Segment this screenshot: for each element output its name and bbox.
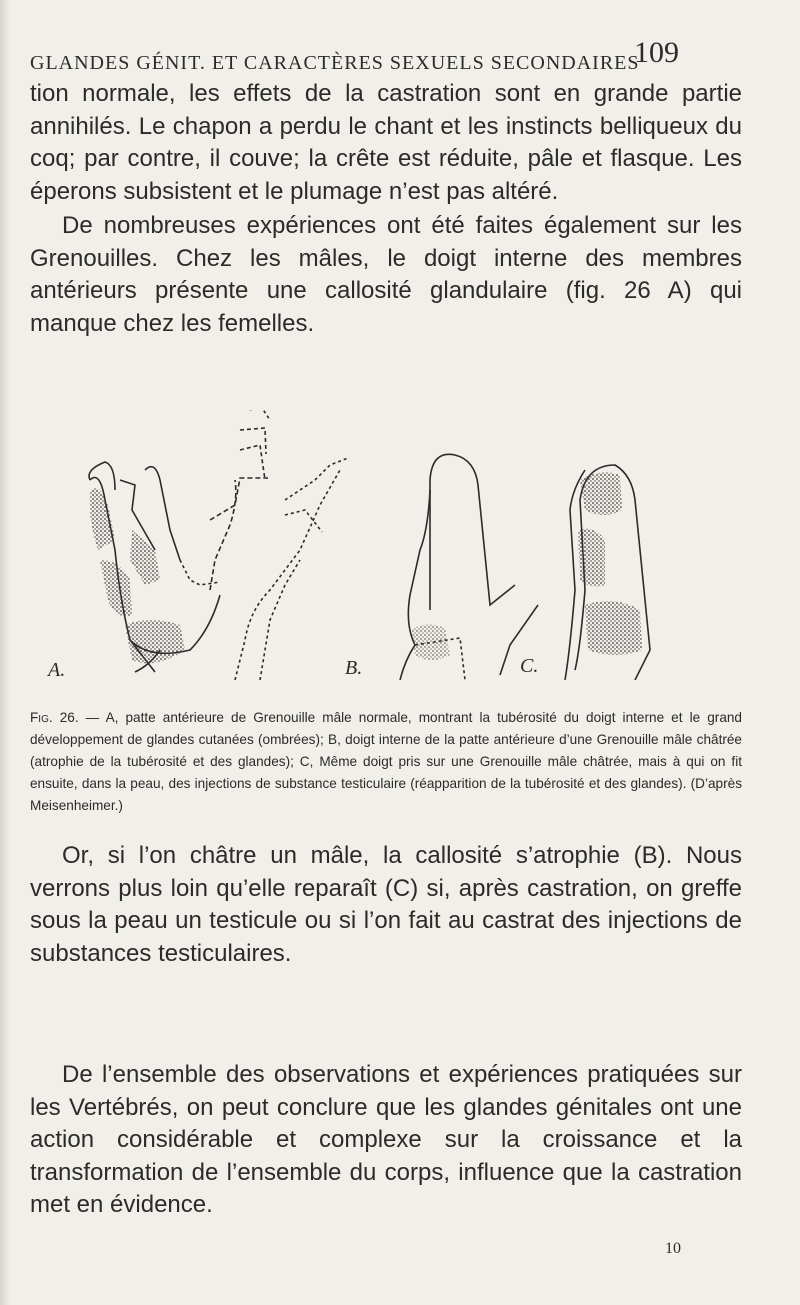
figure-label-b: B.	[345, 657, 363, 679]
figure-label-c: C.	[520, 655, 539, 677]
frog-digits-drawing	[60, 410, 710, 680]
figure-caption	[30, 707, 742, 817]
caption-fig-number: Fig. 26.	[30, 710, 79, 725]
figure-a-forelimb	[89, 410, 348, 680]
signature-mark: 10	[665, 1240, 681, 1257]
paragraph-conclusion: De l’ensemble des observations et expériences pratiquées sur les Vertébrés, on peut conclure que les glandes génitales ont une action considérable et complexe sur la croissance et la transformation de l’ensemble du corps, influence que la castration met en évidence.	[30, 1061, 742, 1218]
figure-a-shaded-glands	[90, 488, 185, 663]
figure-b-shading	[412, 624, 450, 660]
paragraph-castration-effects: tion normale, les effets de la castration sont en grande partie annihilés. Le chapon a perdu le chant et les instincts belliqueux du coq; par contre, il couve; la crête est réduite, pâle et flasque. Les éperons subsistent et le plumage n’est pas altéré.	[30, 80, 742, 205]
figure-label-a: A.	[48, 659, 66, 681]
paragraph-frog-experiments: De nombreuses expériences ont été faites également sur les Grenouilles. Chez les mâles, le doigt interne des membres antérieurs présente une callosité glandulaire (fig. 26 A) qui manque chez les femelles.	[30, 212, 742, 337]
paragraph-atrophy: Or, si l’on châtre un mâle, la callosité s’atrophie (B). Nous verrons plus loin qu’elle reparaît (C) si, après castration, on greffe sous la peau un testicule ou si l’on fait au castrat des injections de substances testiculaires.	[30, 842, 742, 967]
page-number: 109	[634, 36, 679, 69]
running-header: GLANDES GÉNIT. ET CARACTÈRES SEXUELS SECONDAIRES	[30, 52, 640, 74]
page-spine-shadow	[0, 0, 10, 1305]
caption-text: — A, patte antérieure de Grenouille mâle normale, montrant la tubérosité du doigt interne et le grand développement de glandes cutanées (ombrées); B, doigt interne de la patte antérieure d’une Grenouille mâle châtrée (atrophie de la tubérosité et des glandes); C, Même doigt pris sur une Grenouille mâle châtrée, mais à qui on fit ensuite, dans la peau, des injections de substance testiculaire (réapparition de la tubérosité et des glandes). (D’après Meisenheimer.)	[30, 710, 742, 813]
figure-26-illustration	[60, 410, 710, 680]
figure-c-shaded-glands	[578, 472, 642, 655]
